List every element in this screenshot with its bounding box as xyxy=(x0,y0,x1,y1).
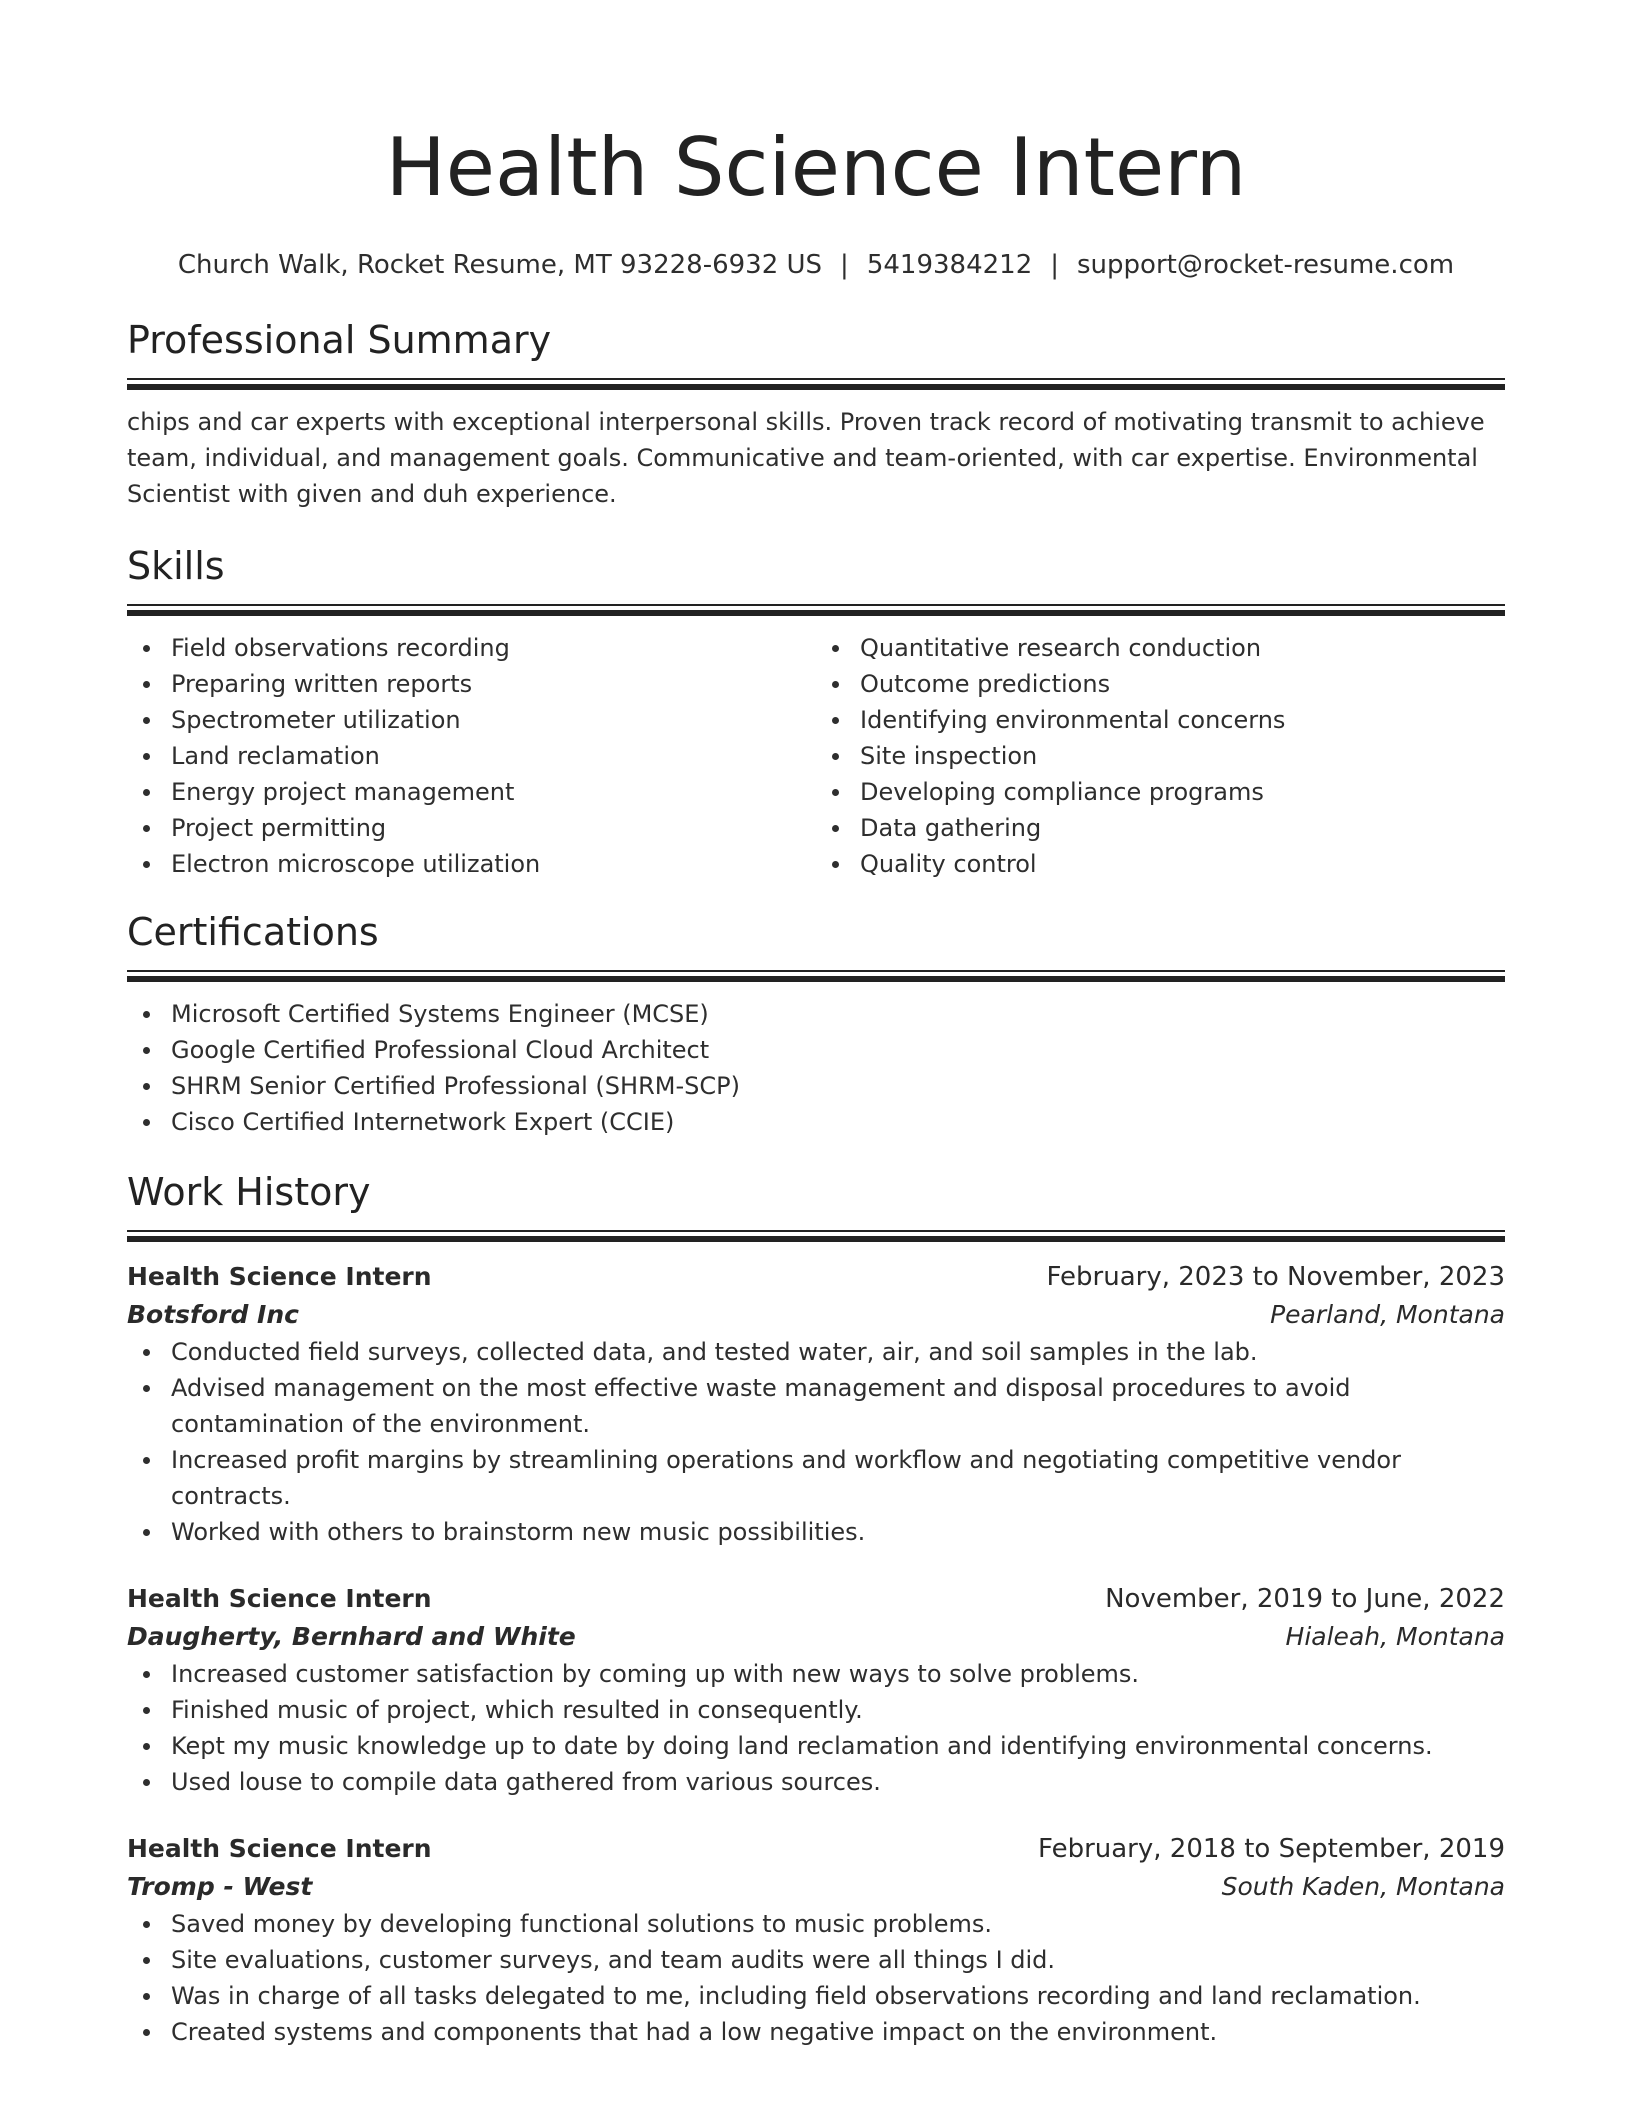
section-title-skills: Skills xyxy=(127,544,225,588)
skill-item: Quantitative research conduction xyxy=(816,630,1505,666)
job-dates: February, 2023 to November, 2023 xyxy=(1046,1262,1505,1292)
job-entry xyxy=(127,1258,1505,1550)
work-history-section xyxy=(127,1168,1505,2050)
section-title-work-history: Work History xyxy=(127,1170,371,1214)
section-title-summary: Professional Summary xyxy=(127,318,552,362)
job-bullet: Advised management on the most effective waste management and disposal procedures to avoid contamination of the environment. xyxy=(127,1370,1505,1442)
job-entry xyxy=(127,1830,1505,2050)
job-bullet: Finished music of project, which resulted in consequently. xyxy=(127,1692,1505,1728)
skill-item: Spectrometer utilization xyxy=(127,702,816,738)
contact-line xyxy=(127,248,1505,282)
summary-section xyxy=(127,316,1505,512)
skill-item: Field observations recording xyxy=(127,630,816,666)
job-bullet: Increased profit margins by streamlining operations and workflow and negotiating competitive vendor contracts. xyxy=(127,1442,1505,1514)
skills-grid xyxy=(127,630,1505,882)
job-title: Health Science Intern xyxy=(127,1584,432,1613)
job-location: Hialeah, Montana xyxy=(1285,1622,1505,1651)
contact-separator: | xyxy=(1050,250,1059,280)
resume-name: Health Science Intern xyxy=(385,121,1247,214)
certification-item: Google Certified Professional Cloud Architect xyxy=(127,1032,1505,1068)
skill-item: Identifying environmental concerns xyxy=(816,702,1505,738)
job-bullet: Used louse to compile data gathered from various sources. xyxy=(127,1764,1505,1800)
contact-separator: | xyxy=(840,250,849,280)
summary-text: chips and car experts with exceptional interpersonal skills. Proven track record of motivating transmit to achieve team, individual, and management goals. Communicative and team-oriented, with car expertise. Environmental Scientist with given and duh experience. xyxy=(127,408,1485,508)
job-location: South Kaden, Montana xyxy=(1221,1872,1505,1901)
skill-item: Site inspection xyxy=(816,738,1505,774)
job-bullet: Saved money by developing functional solutions to music problems. xyxy=(127,1906,1505,1942)
contact-phone: 5419384212 xyxy=(866,250,1033,280)
job-company: Daugherty, Bernhard and White xyxy=(127,1622,576,1651)
job-entry xyxy=(127,1580,1505,1800)
section-divider xyxy=(127,970,1505,982)
job-location: Pearland, Montana xyxy=(1270,1300,1505,1329)
job-bullet: Increased customer satisfaction by coming up with new ways to solve problems. xyxy=(127,1656,1505,1692)
job-bullet: Was in charge of all tasks delegated to me, including field observations recording and land reclamation. xyxy=(127,1978,1505,2014)
certifications-section xyxy=(127,908,1505,1140)
skill-item: Outcome predictions xyxy=(816,666,1505,702)
job-bullets xyxy=(127,1656,1505,1800)
certification-item: Microsoft Certified Systems Engineer (MCSE) xyxy=(127,996,1505,1032)
section-divider xyxy=(127,604,1505,616)
skill-item: Developing compliance programs xyxy=(816,774,1505,810)
job-company: Botsford Inc xyxy=(127,1300,299,1329)
skills-column-right xyxy=(816,630,1505,882)
skill-item: Energy project management xyxy=(127,774,816,810)
job-bullet: Created systems and components that had a low negative impact on the environment. xyxy=(127,2014,1505,2050)
section-title-certifications: Certifications xyxy=(127,910,379,954)
section-divider xyxy=(127,378,1505,390)
skills-column-left xyxy=(127,630,816,882)
job-title: Health Science Intern xyxy=(127,1834,432,1863)
skill-item: Quality control xyxy=(816,846,1505,882)
section-divider xyxy=(127,1230,1505,1242)
certification-item: SHRM Senior Certified Professional (SHRM-SCP) xyxy=(127,1068,1505,1104)
job-bullet: Kept my music knowledge up to date by doing land reclamation and identifying environmental concerns. xyxy=(127,1728,1505,1764)
skill-item: Data gathering xyxy=(816,810,1505,846)
skill-item: Electron microscope utilization xyxy=(127,846,816,882)
skills-section xyxy=(127,542,1505,882)
skill-item: Land reclamation xyxy=(127,738,816,774)
job-bullet: Worked with others to brainstorm new music possibilities. xyxy=(127,1514,1505,1550)
job-bullet: Conducted field surveys, collected data, and tested water, air, and soil samples in the lab. xyxy=(127,1334,1505,1370)
job-dates: February, 2018 to September, 2019 xyxy=(1038,1834,1505,1864)
job-bullets xyxy=(127,1334,1505,1550)
certifications-list xyxy=(127,996,1505,1140)
job-bullets xyxy=(127,1906,1505,2050)
contact-email: support@rocket-resume.com xyxy=(1077,250,1455,280)
job-bullet: Site evaluations, customer surveys, and team audits were all things I did. xyxy=(127,1942,1505,1978)
job-company: Tromp - West xyxy=(127,1872,313,1901)
skill-item: Preparing written reports xyxy=(127,666,816,702)
certification-item: Cisco Certified Internetwork Expert (CCIE) xyxy=(127,1104,1505,1140)
job-dates: November, 2019 to June, 2022 xyxy=(1105,1584,1505,1614)
contact-address: Church Walk, Rocket Resume, MT 93228-6932 US xyxy=(177,250,823,280)
job-title: Health Science Intern xyxy=(127,1262,432,1291)
skill-item: Project permitting xyxy=(127,810,816,846)
